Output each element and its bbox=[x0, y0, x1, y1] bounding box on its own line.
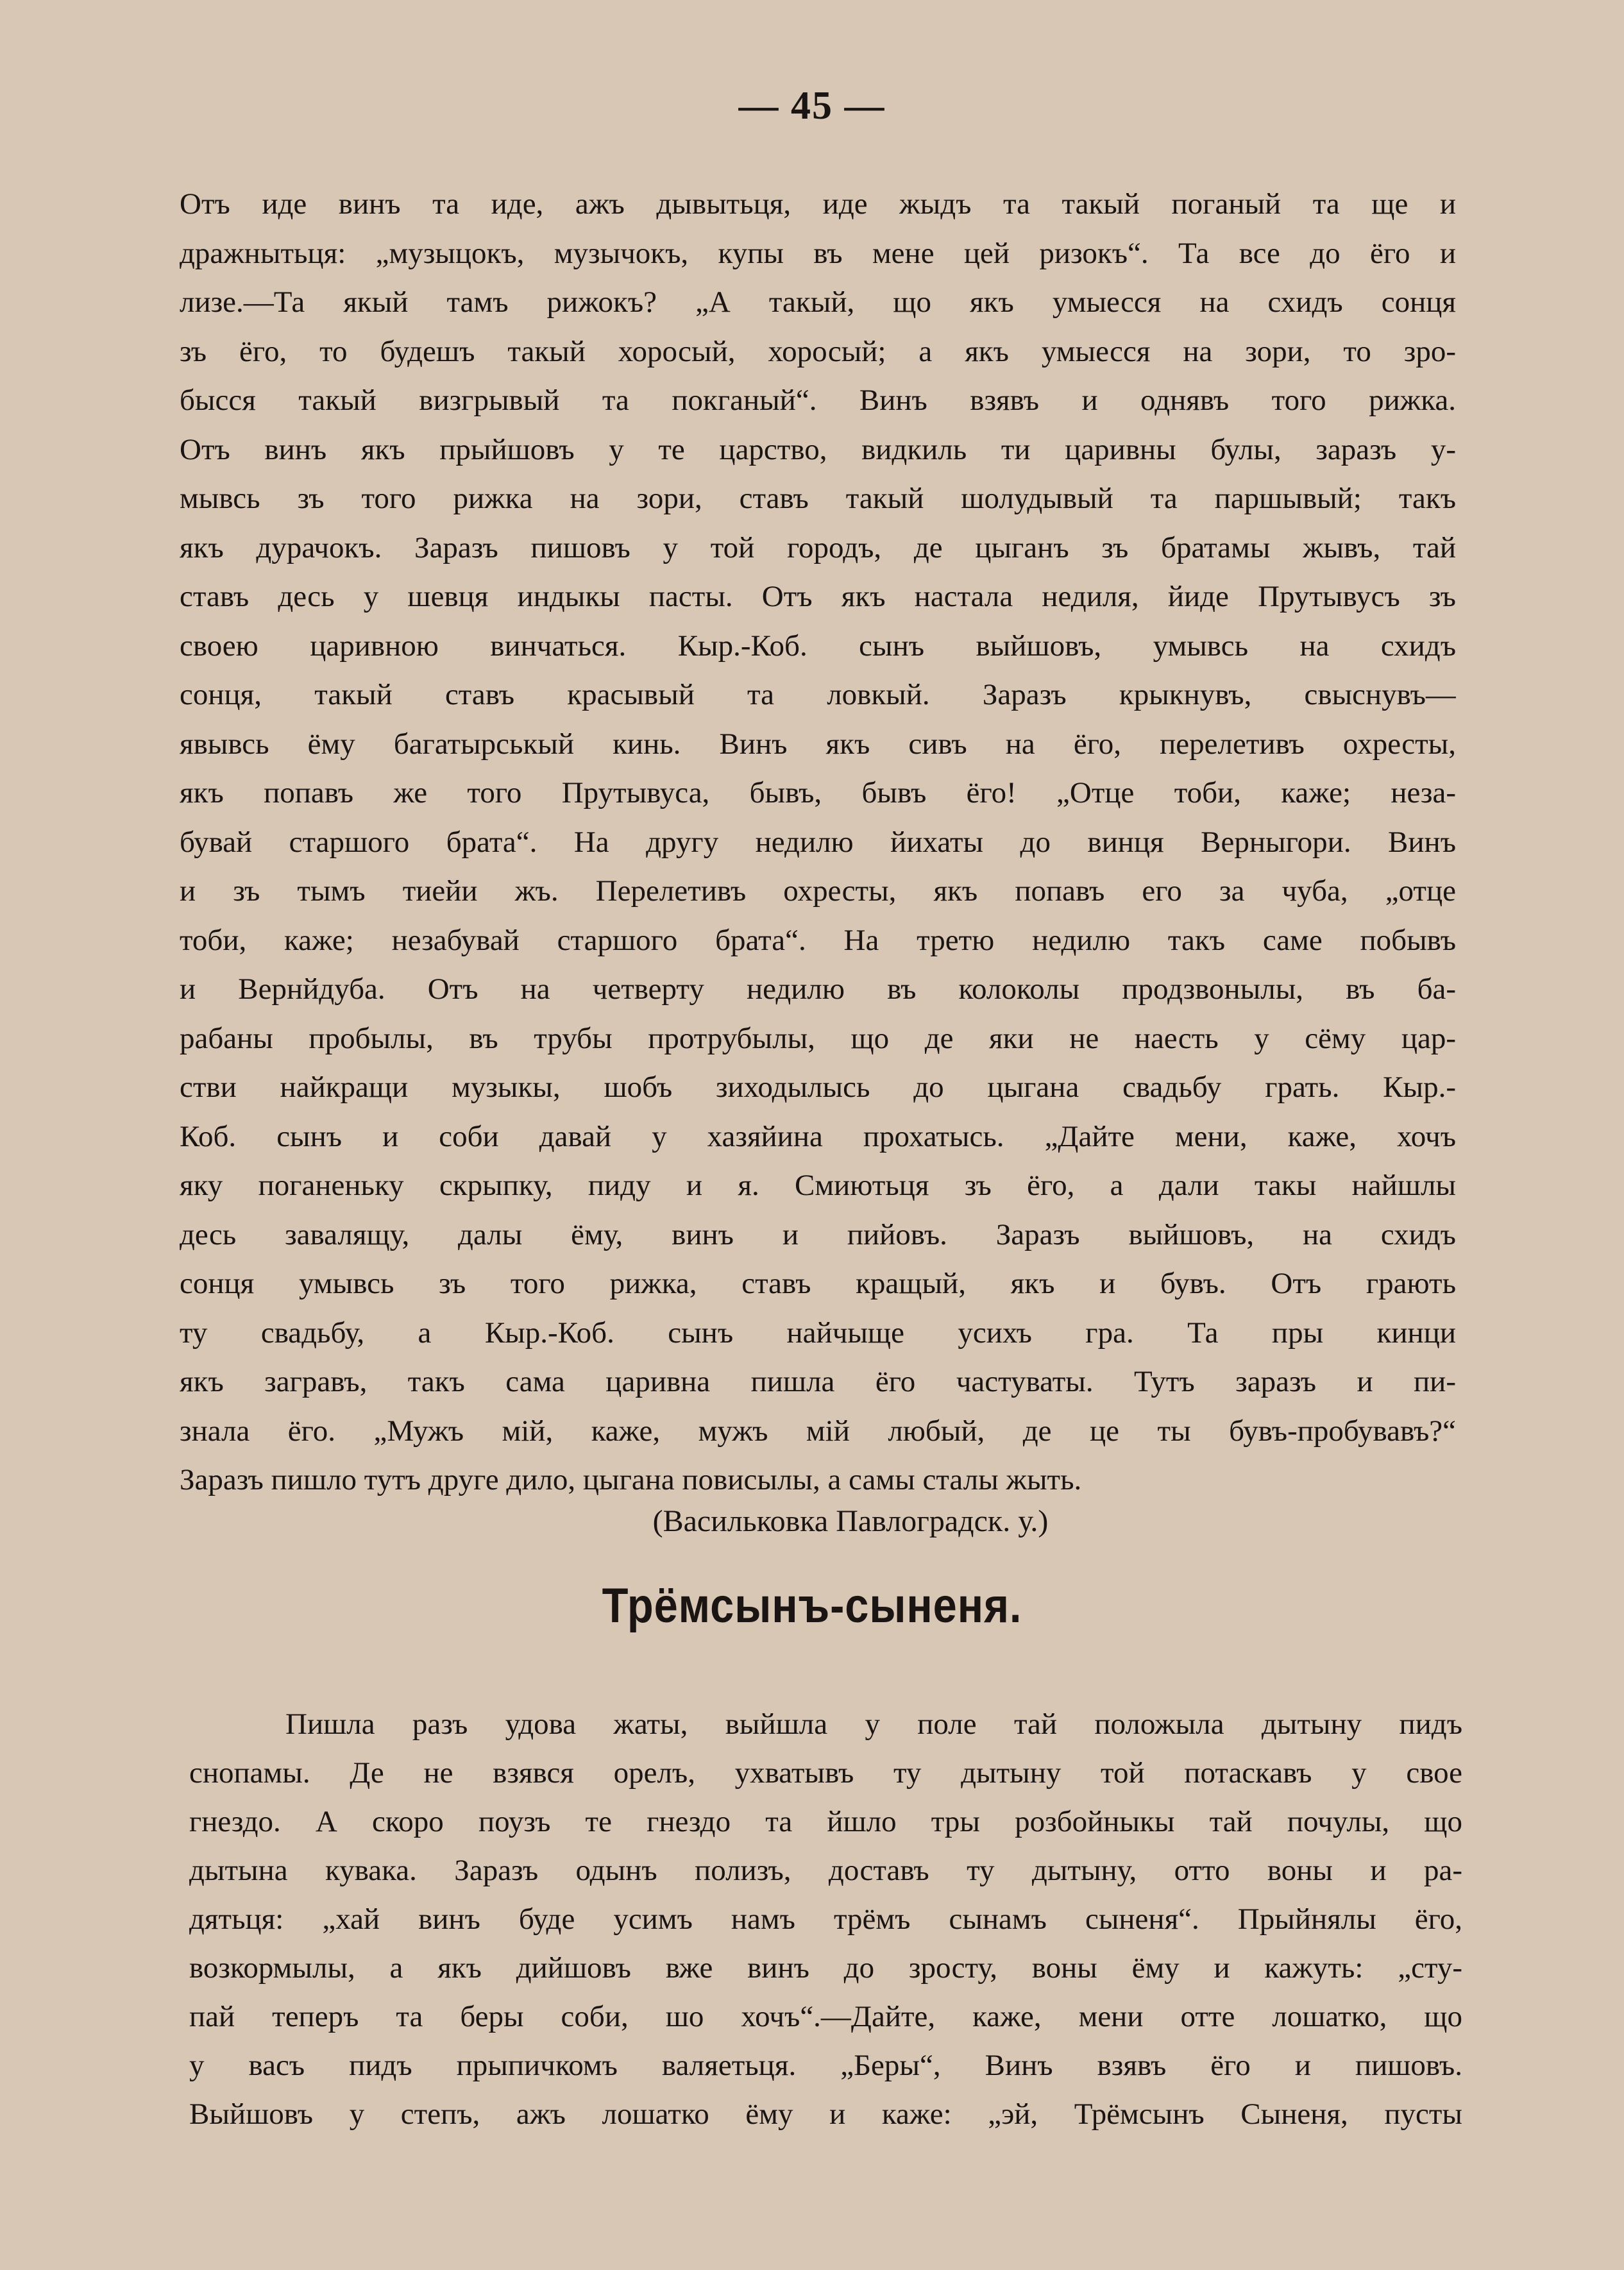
text-line: снопамы. Де не взявся орелъ, ухватывъ ту дытыну той потаскавъ у свое bbox=[189, 1756, 1462, 1790]
text-line: возкормылы, а якъ дийшовъ вже винъ до зросту, воны ёму и кажуть: „сту- bbox=[189, 1951, 1462, 1985]
text-line: сонця умывсь зъ того рижка, ставъ кращый, якъ и бувъ. Отъ грають bbox=[180, 1267, 1456, 1300]
text-line: якъ попавъ же того Прутывуса, бывъ, бывъ ёго! „Отце тоби, каже; неза- bbox=[180, 776, 1456, 809]
text-line: якъ загравъ, такъ сама царивна пишла ёго частуваты. Тутъ заразъ и пи- bbox=[180, 1365, 1456, 1398]
text-line: ставъ десь у шевця индыкы пасты. Отъ якъ настала недиля, йиде Прутывусъ зъ bbox=[180, 580, 1456, 613]
text-line: рабаны пробылы, въ трубы протрубылы, що де яки не наесть у сёму цар- bbox=[180, 1021, 1456, 1055]
text-line: бысся такый визгрывый та покганый“. Винъ взявъ и однявъ того рижка. bbox=[180, 384, 1456, 417]
text-line: зъ ёго, то будешъ такый хоросый, хоросый; а якъ умыесся на зори, то зро- bbox=[180, 334, 1456, 368]
story1-text bbox=[180, 180, 1456, 1505]
text-line: тоби, каже; незабувай старшого брата“. На третю недилю такъ саме побывъ bbox=[180, 923, 1456, 957]
source-attribution: (Васильковка Павлоградск. у.) bbox=[652, 1504, 1049, 1538]
text-line: своею царивною винчаться. Кыр.-Коб. сынъ выйшовъ, умывсь на схидъ bbox=[180, 629, 1456, 663]
text-line: знала ёго. „Мужъ мій, каже, мужъ мій любый, де це ты бувъ-пробувавъ?“ bbox=[180, 1414, 1456, 1448]
text-line: стви найкращи музыкы, шобъ зиходылысь до цыгана свадьбу грать. Кыр.- bbox=[180, 1071, 1456, 1104]
text-line: десь завалящу, далы ёму, винъ и пийовъ. Заразъ выйшовъ, на схидъ bbox=[180, 1217, 1456, 1251]
text-line: якъ дурачокъ. Заразъ пишовъ у той городъ, де цыганъ зъ братамы жывъ, тай bbox=[180, 530, 1456, 564]
text-line: дятьця: „хай винъ буде усимъ намъ трёмъ сынамъ сыненя“. Прыйнялы ёго, bbox=[189, 1902, 1462, 1936]
text-line: Отъ иде винъ та иде, ажъ дывытьця, иде жыдъ та такый поганый та ще и bbox=[180, 187, 1456, 221]
story-title: Трёмсынъ-сыненя. bbox=[602, 1579, 1022, 1633]
page-number: — 45 — bbox=[738, 84, 886, 128]
text-line: Коб. сынъ и соби давай у хазяйина прохатысь. „Дайте мени, каже, хочъ bbox=[180, 1119, 1456, 1153]
text-line: и зъ тымъ тиейи жъ. Перелетивъ охресты, якъ попавъ его за чуба, „отце bbox=[180, 874, 1456, 908]
text-line: Выйшовъ у степъ, ажъ лошатко ёму и каже: „эй, Трёмсынъ Сыненя, пусты bbox=[189, 2097, 1462, 2131]
text-line: и Вернйдуба. Отъ на четверту недилю въ колоколы продзвонылы, въ ба- bbox=[180, 972, 1456, 1006]
text-line: дражнытьця: „музыцокъ, музычокъ, купы въ мене цей ризокъ“. Та все до ёго и bbox=[180, 236, 1456, 270]
text-line: мывсь зъ того рижка на зори, ставъ такый шолудывый та паршывый; такъ bbox=[180, 482, 1456, 515]
text-line: Заразъ пишло тутъ друге дило, цыгана повисылы, а самы сталы жыть. bbox=[180, 1463, 1082, 1496]
text-line: дытына кувака. Заразъ одынъ полизъ, доставъ ту дытыну, отто воны и ра- bbox=[189, 1854, 1462, 1887]
text-line: явывсь ёму багатырськый кинь. Винъ якъ сивъ на ёго, перелетивъ охресты, bbox=[180, 727, 1456, 761]
text-line: сонця, такый ставъ красывый та ловкый. Заразъ крыкнувъ, свыснувъ— bbox=[180, 678, 1456, 711]
text-line: ту свадьбу, а Кыр.-Коб. сынъ найчыще усихъ гра. Та пры кинци bbox=[180, 1316, 1456, 1350]
text-line: бувай старшого брата“. На другу недилю йихаты до винця Верныгори. Винъ bbox=[180, 825, 1456, 859]
text-line: гнездо. А скоро поузъ те гнездо та йшло тры розбойныкы тай почулы, що bbox=[189, 1805, 1462, 1838]
text-line: Отъ винъ якъ прыйшовъ у те царство, видкиль ти царивны булы, заразъ у- bbox=[180, 432, 1456, 466]
story2-text bbox=[189, 1700, 1462, 2139]
text-line: лизе.—Та якый тамъ рижокъ? „А такый, що якъ умыесся на схидъ сонця bbox=[180, 285, 1456, 319]
text-line: у васъ пидъ прыпичкомъ валяетьця. „Беры“, Винъ взявъ ёго и пишовъ. bbox=[189, 2049, 1462, 2082]
text-line: пай теперъ та беры соби, шо хочъ“.—Дайте, каже, мени отте лошатко, що bbox=[189, 2000, 1462, 2033]
text-line: Пишла разъ удова жаты, выйшла у поле тай положыла дытыну пидъ bbox=[285, 1707, 1462, 1741]
text-line: яку поганеньку скрыпку, пиду и я. Смиютьця зъ ёго, а дали такы найшлы bbox=[180, 1169, 1456, 1202]
